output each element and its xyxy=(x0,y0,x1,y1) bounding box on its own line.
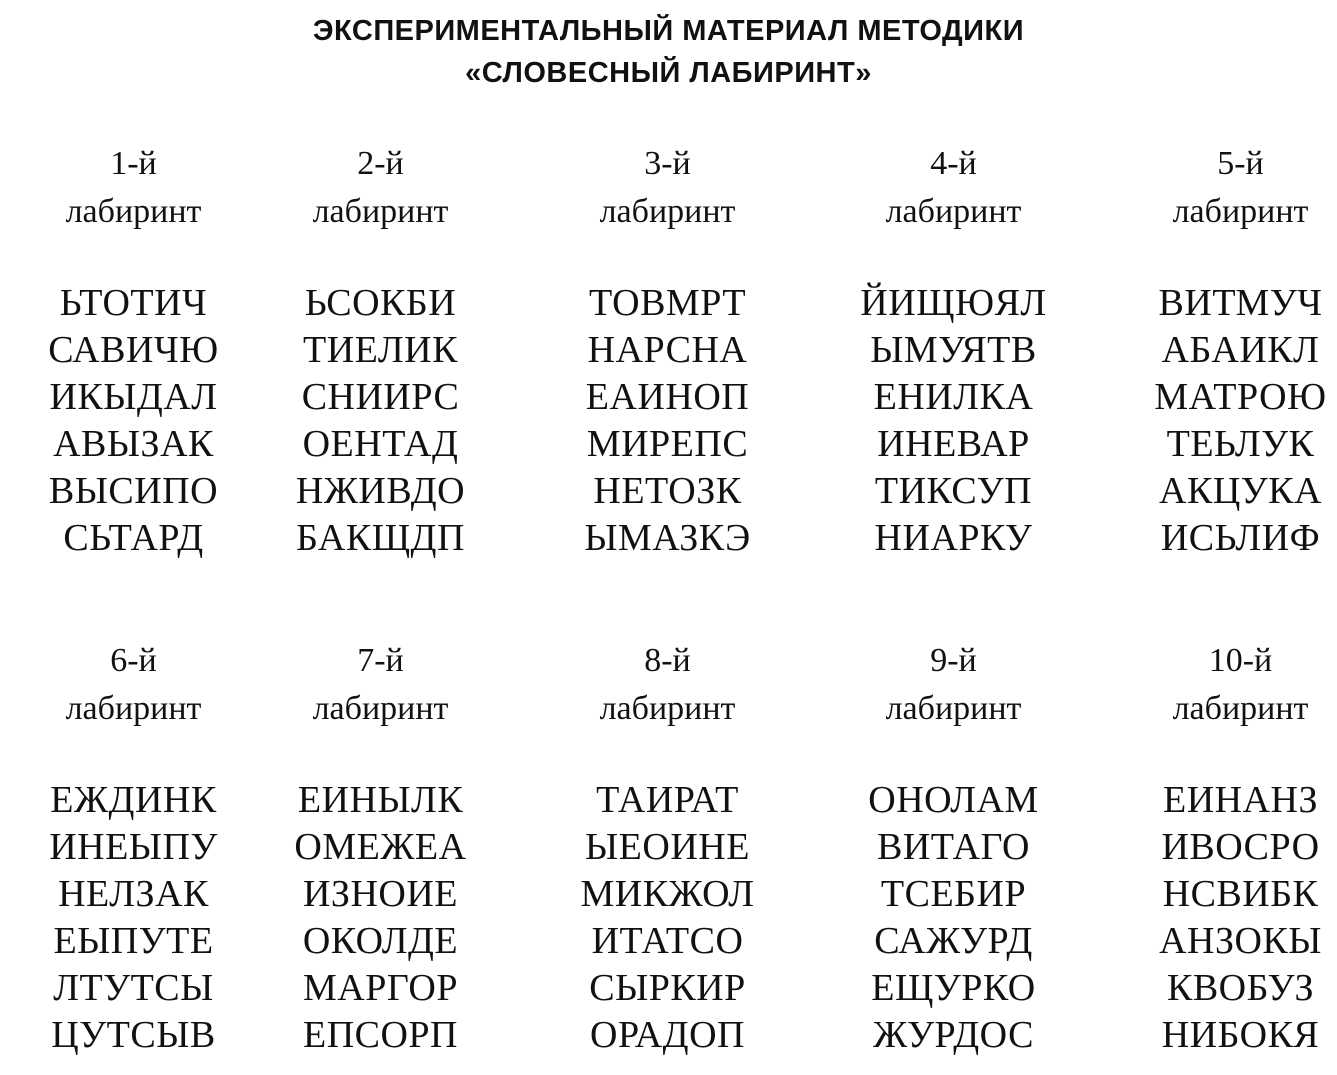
word: НИБОКЯ xyxy=(1161,1014,1320,1056)
word: ЕЩУРКО xyxy=(871,967,1036,1009)
word: ИКЫДАЛ xyxy=(49,376,218,418)
word: АБАИКЛ xyxy=(1161,329,1320,371)
maze-label: лабиринт xyxy=(885,690,1022,727)
maze-label: лабиринт xyxy=(599,690,736,727)
word: НИАРКУ xyxy=(874,517,1033,559)
word: ЫЕОИНЕ xyxy=(585,826,750,868)
maze-label: лабиринт xyxy=(65,193,202,230)
word: ОЕНТАД xyxy=(302,423,459,465)
word: ИТАТСО xyxy=(591,920,744,962)
word: ТЕЬЛУК xyxy=(1166,423,1315,465)
word-list xyxy=(0,777,267,1059)
word-list xyxy=(534,280,801,562)
word: САЖУРД xyxy=(874,920,1033,962)
word: ОРАДОП xyxy=(590,1014,745,1056)
maze-column xyxy=(1107,140,1337,578)
word: ЕЖДИНК xyxy=(50,779,217,821)
word: ИВОСРО xyxy=(1161,826,1320,868)
word: ВИТМУЧ xyxy=(1158,282,1323,324)
word: БАКЩДП xyxy=(296,517,465,559)
word: ЫМАЗКЭ xyxy=(584,517,751,559)
word: ИНЕВАР xyxy=(877,423,1030,465)
word-list xyxy=(0,280,267,562)
word: СНИИРС xyxy=(301,376,460,418)
word: ВЫСИПО xyxy=(48,470,219,512)
word: АКЦУКА xyxy=(1159,470,1322,512)
word: ТИКСУП xyxy=(874,470,1033,512)
maze-number: 8-й xyxy=(644,642,691,679)
maze-number: 9-й xyxy=(930,642,977,679)
word: ЕАИНОП xyxy=(585,376,750,418)
maze-number: 5-й xyxy=(1217,145,1264,182)
maze-column xyxy=(534,637,801,1075)
word: НСВИБК xyxy=(1162,873,1319,915)
maze-column xyxy=(820,637,1087,1075)
word: МАРГОР xyxy=(303,967,458,1009)
maze-label: лабиринт xyxy=(1172,690,1309,727)
word-list xyxy=(534,777,801,1059)
word-list xyxy=(1107,777,1337,1059)
maze-column xyxy=(534,140,801,578)
word-list xyxy=(820,280,1087,562)
word: МАТРОЮ xyxy=(1154,376,1327,418)
word: ТАИРАТ xyxy=(596,779,739,821)
maze-number: 2-й xyxy=(357,145,404,182)
word: ЕИНЫЛК xyxy=(297,779,464,821)
maze-column xyxy=(0,140,267,578)
maze-column xyxy=(820,140,1087,578)
word: ИЗНОИЕ xyxy=(302,873,459,915)
word: ЛТУТСЫ xyxy=(53,967,214,1009)
word: ОМЕЖЕА xyxy=(294,826,467,868)
maze-number: 1-й xyxy=(110,145,157,182)
word: ЕПСОРП xyxy=(302,1014,459,1056)
maze-number: 10-й xyxy=(1208,642,1273,679)
maze-number: 3-й xyxy=(644,145,691,182)
word: ТСЕБИР xyxy=(880,873,1027,915)
word: ТОВМРТ xyxy=(588,282,747,324)
word: НЕЛЗАК xyxy=(58,873,209,915)
word: ИСЬЛИФ xyxy=(1160,517,1321,559)
word: НЕТОЗК xyxy=(593,470,742,512)
word-list xyxy=(820,777,1087,1059)
word: НАРСНА xyxy=(587,329,748,371)
word-list xyxy=(1107,280,1337,562)
word: ЦУТСЫВ xyxy=(51,1014,216,1056)
maze-label: лабиринт xyxy=(65,690,202,727)
word: ЕНИЛКА xyxy=(873,376,1034,418)
maze-label: лабиринт xyxy=(312,193,449,230)
maze-label: лабиринт xyxy=(312,690,449,727)
word: ИНЕЫПУ xyxy=(49,826,218,868)
maze-label: лабиринт xyxy=(1172,193,1309,230)
maze-label: лабиринт xyxy=(885,193,1022,230)
maze-label: лабиринт xyxy=(599,193,736,230)
word-list xyxy=(247,777,514,1059)
word: АВЫЗАК xyxy=(53,423,214,465)
word: ЬТОТИЧ xyxy=(59,282,208,324)
maze-column xyxy=(247,637,514,1075)
word: ОНОЛАМ xyxy=(868,779,1039,821)
maze-number: 4-й xyxy=(930,145,977,182)
word: ЕЫПУТЕ xyxy=(53,920,214,962)
word: ЙИЩЮЯЛ xyxy=(860,282,1047,324)
maze-number: 6-й xyxy=(110,642,157,679)
word: ЕИНАНЗ xyxy=(1162,779,1319,821)
title-line-1: ЭКСПЕРИМЕНТАЛЬНЫЙ МАТЕРИАЛ МЕТОДИКИ xyxy=(312,15,1025,47)
word-list xyxy=(247,280,514,562)
word: АНЗОКЫ xyxy=(1159,920,1322,962)
word: ТИЕЛИК xyxy=(303,329,458,371)
word: СЬТАРД xyxy=(63,517,204,559)
word: НЖИВДО xyxy=(295,470,466,512)
maze-number: 7-й xyxy=(357,642,404,679)
word: МИКЖОЛ xyxy=(580,873,755,915)
word: ВИТАГО xyxy=(876,826,1030,868)
maze-column xyxy=(247,140,514,578)
word: САВИЧЮ xyxy=(48,329,219,371)
word: ЖУРДОС xyxy=(873,1014,1034,1056)
title-line-2: «СЛОВЕСНЫЙ ЛАБИРИНТ» xyxy=(465,57,872,89)
word: ОКОЛДЕ xyxy=(302,920,459,962)
maze-column xyxy=(1107,637,1337,1075)
word: ЫМУЯТВ xyxy=(870,329,1037,371)
word: ЬСОКБИ xyxy=(304,282,457,324)
word: СЫРКИР xyxy=(589,967,746,1009)
word: МИРЕПС xyxy=(586,423,749,465)
maze-column xyxy=(0,637,267,1075)
word: КВОБУЗ xyxy=(1166,967,1315,1009)
